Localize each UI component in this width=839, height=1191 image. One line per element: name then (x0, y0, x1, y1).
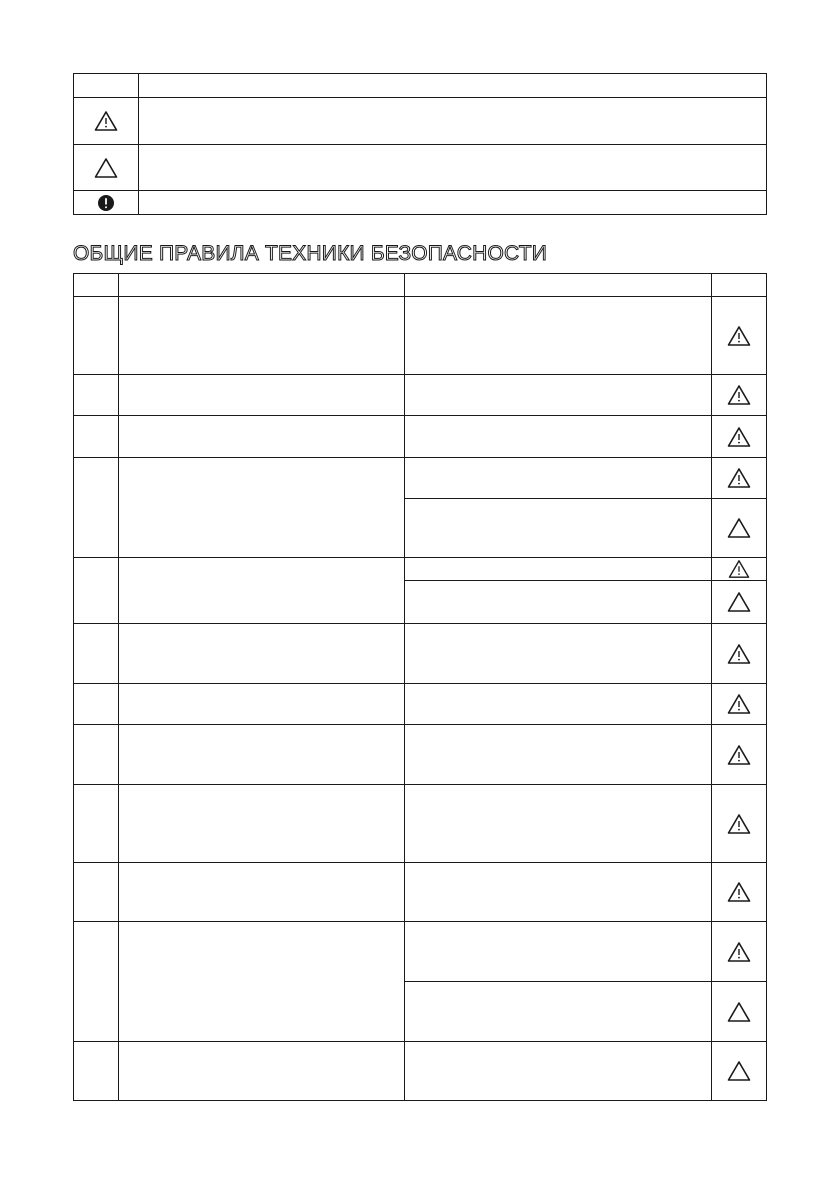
row-number-cell (74, 785, 119, 863)
caution-triangle-icon (727, 1001, 751, 1023)
row-situation-cell (119, 624, 405, 684)
row-instruction-cell (405, 416, 712, 458)
legend-description-cell (139, 191, 767, 215)
row-number-cell (74, 863, 119, 922)
row-number-cell (74, 558, 119, 624)
row-number-cell (74, 624, 119, 684)
table-row (74, 785, 767, 863)
caution-triangle-icon (727, 517, 751, 539)
warning-exclamation-icon (727, 643, 751, 665)
warning-exclamation-icon (727, 325, 751, 347)
row-situation-cell (119, 458, 405, 558)
row-instruction-cell (405, 458, 712, 499)
row-symbol-cell (712, 725, 767, 785)
table-row (74, 1042, 767, 1101)
row-situation-cell (119, 785, 405, 863)
row-symbol-cell (712, 558, 767, 581)
table-header-row (74, 274, 767, 297)
row-symbol-cell (712, 581, 767, 624)
legend-symbol-cell (74, 98, 139, 145)
row-number-cell (74, 375, 119, 416)
warning-exclamation-icon (727, 384, 751, 406)
warning-exclamation-icon (727, 813, 751, 835)
row-symbol-cell (712, 297, 767, 375)
warning-exclamation-icon (727, 941, 751, 963)
row-instruction-cell (405, 785, 712, 863)
row-instruction-cell (405, 684, 712, 725)
table-row (74, 458, 767, 499)
row-symbol-cell (712, 499, 767, 558)
row-instruction-cell (405, 499, 712, 558)
row-symbol-cell (712, 863, 767, 922)
legend-row (74, 191, 767, 215)
row-instruction-cell (405, 725, 712, 785)
mandatory-circle-icon (97, 194, 115, 212)
legend-cell (74, 74, 139, 98)
row-situation-cell (119, 922, 405, 1042)
row-number-cell (74, 922, 119, 1042)
row-number-cell (74, 1042, 119, 1101)
legend-row (74, 145, 767, 191)
row-symbol-cell (712, 922, 767, 982)
warning-exclamation-icon (727, 426, 751, 448)
row-instruction-cell (405, 982, 712, 1042)
warning-exclamation-icon (727, 559, 751, 579)
row-symbol-cell (712, 785, 767, 863)
table-row (74, 297, 767, 375)
legend-row (74, 98, 767, 145)
warning-exclamation-icon (94, 110, 118, 132)
caution-triangle-icon (727, 591, 751, 613)
warning-exclamation-icon (727, 693, 751, 715)
table-row (74, 684, 767, 725)
table-row (74, 725, 767, 785)
row-situation-cell (119, 297, 405, 375)
table-row (74, 863, 767, 922)
row-number-cell (74, 297, 119, 375)
table-row (74, 558, 767, 581)
row-number-cell (74, 458, 119, 558)
row-instruction-cell (405, 581, 712, 624)
symbol-legend-table (73, 73, 767, 215)
row-symbol-cell (712, 416, 767, 458)
row-situation-cell (119, 1042, 405, 1101)
header-cell-situation (119, 274, 405, 297)
row-number-cell (74, 725, 119, 785)
safety-rules-table (73, 273, 767, 1101)
row-instruction-cell (405, 375, 712, 416)
row-number-cell (74, 416, 119, 458)
caution-triangle-icon (727, 1060, 751, 1082)
row-symbol-cell (712, 982, 767, 1042)
header-cell-number (74, 274, 119, 297)
row-instruction-cell (405, 297, 712, 375)
row-situation-cell (119, 416, 405, 458)
warning-exclamation-icon (727, 744, 751, 766)
row-number-cell (74, 684, 119, 725)
caution-triangle-icon (94, 157, 118, 179)
row-situation-cell (119, 375, 405, 416)
legend-header-row (74, 74, 767, 98)
row-symbol-cell (712, 375, 767, 416)
legend-symbol-cell (74, 145, 139, 191)
row-instruction-cell (405, 624, 712, 684)
page-title: ОБЩИЕ ПРАВИЛА ТЕХНИКИ БЕЗОПАСНОСТИ (73, 242, 548, 265)
table-row (74, 922, 767, 982)
row-instruction-cell (405, 558, 712, 581)
table-row (74, 416, 767, 458)
row-situation-cell (119, 863, 405, 922)
legend-cell (139, 74, 767, 98)
row-situation-cell (119, 684, 405, 725)
legend-description-cell (139, 145, 767, 191)
header-cell-instruction (405, 274, 712, 297)
row-instruction-cell (405, 922, 712, 982)
row-situation-cell (119, 725, 405, 785)
table-row (74, 624, 767, 684)
legend-symbol-cell (74, 191, 139, 215)
row-instruction-cell (405, 1042, 712, 1101)
row-situation-cell (119, 558, 405, 624)
row-instruction-cell (405, 863, 712, 922)
warning-exclamation-icon (727, 881, 751, 903)
table-row (74, 375, 767, 416)
row-symbol-cell (712, 1042, 767, 1101)
row-symbol-cell (712, 684, 767, 725)
header-cell-symbol (712, 274, 767, 297)
row-symbol-cell (712, 624, 767, 684)
warning-exclamation-icon (727, 467, 751, 489)
row-symbol-cell (712, 458, 767, 499)
legend-description-cell (139, 98, 767, 145)
